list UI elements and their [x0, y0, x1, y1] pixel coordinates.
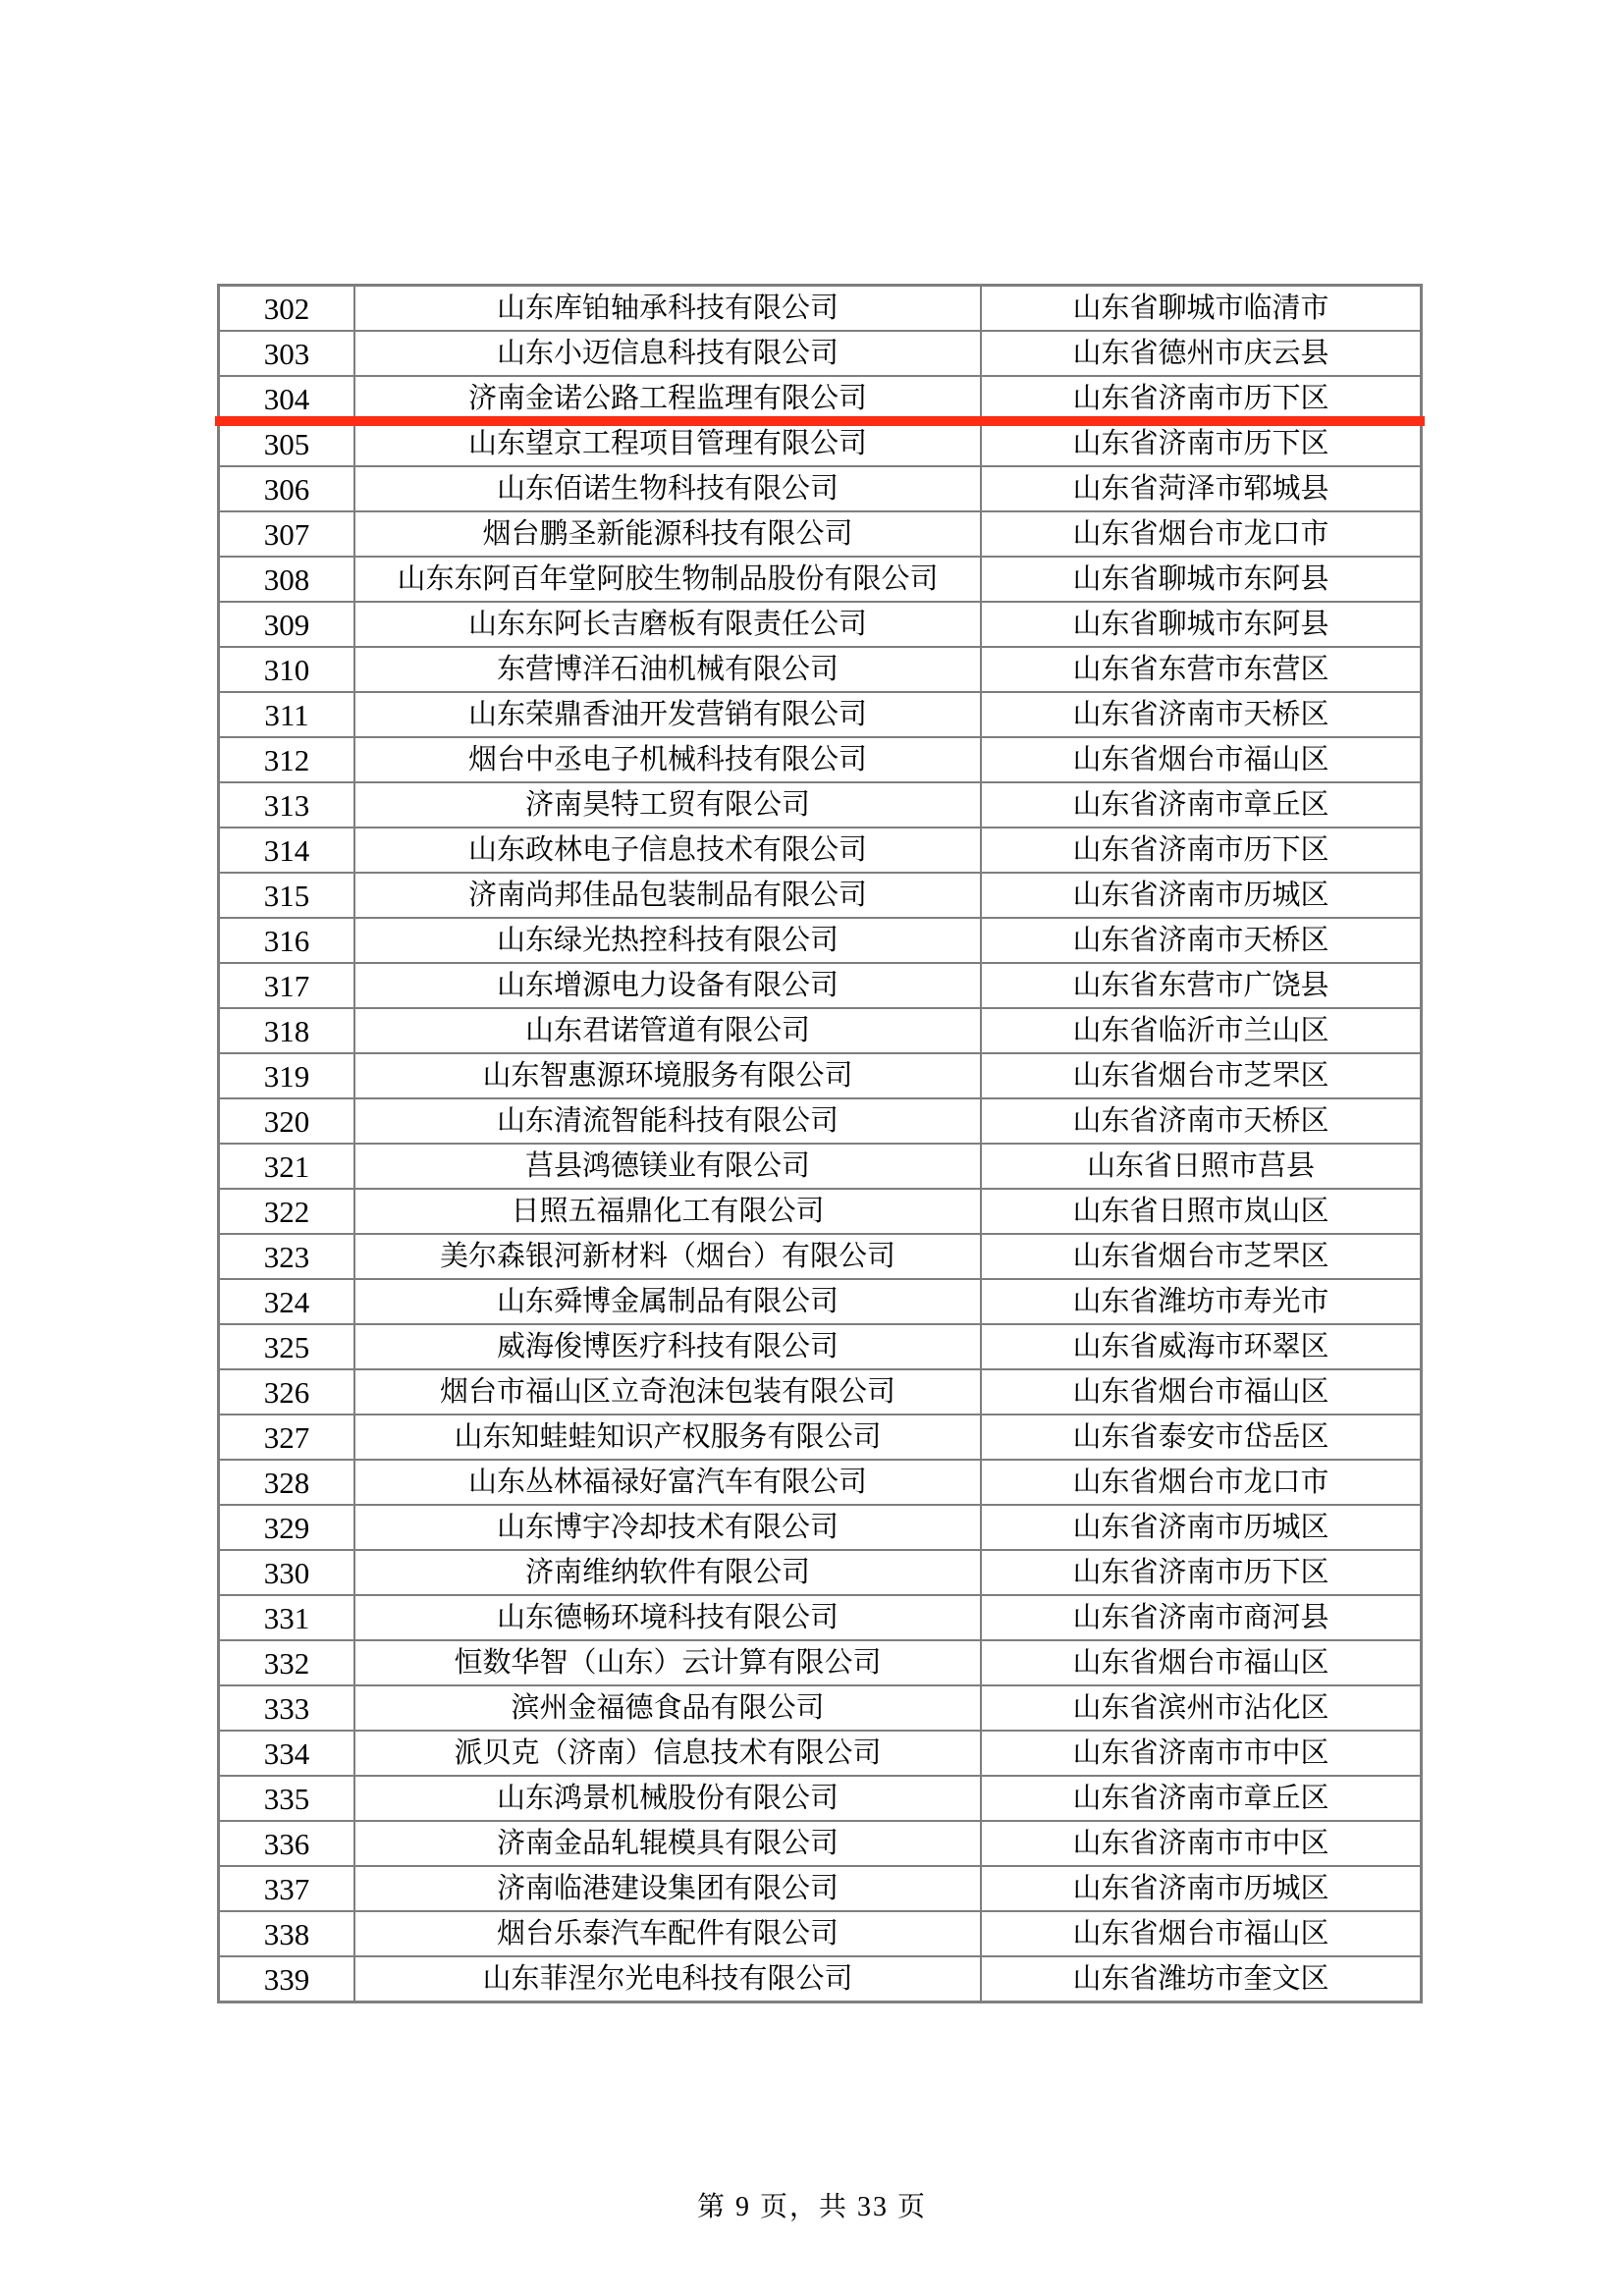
- table-row: [220, 648, 1420, 693]
- location-cell: 山东省济南市历下区: [1072, 833, 1329, 866]
- company-name-cell: 济南昊特工贸有限公司: [355, 783, 982, 827]
- location-cell: 山东省烟台市龙口市: [1072, 517, 1329, 550]
- row-number-cell: 327: [220, 1415, 355, 1459]
- row-number-cell: 310: [220, 648, 355, 691]
- row-number-cell: 338: [220, 1912, 355, 1955]
- row-number-cell: 318: [220, 1009, 355, 1052]
- location-cell: 山东省东营市东营区: [1072, 653, 1329, 685]
- table-row: [220, 874, 1420, 919]
- location-cell: 山东省济南市历下区: [1072, 382, 1329, 414]
- location-cell: 山东省威海市环翠区: [1072, 1330, 1329, 1362]
- table-row: [220, 1551, 1420, 1596]
- location-cell: 山东省菏泽市郓城县: [1072, 472, 1329, 505]
- row-number-cell: 329: [220, 1506, 355, 1549]
- company-name-cell: 山东东阿百年堂阿胶生物制品股份有限公司: [355, 558, 982, 601]
- company-name-cell: 滨州金福德食品有限公司: [355, 1686, 982, 1730]
- row-number-cell: 306: [220, 467, 355, 510]
- table-row: [220, 467, 1420, 512]
- row-number-cell: 333: [220, 1686, 355, 1730]
- company-name-cell: 山东增源电力设备有限公司: [355, 964, 982, 1007]
- location-cell: 山东省滨州市沾化区: [1072, 1691, 1329, 1724]
- row-number-cell: 320: [220, 1099, 355, 1143]
- location-cell: 山东省济南市历城区: [1072, 1511, 1329, 1543]
- row-number-cell: 311: [220, 693, 355, 736]
- table-row: [220, 1280, 1420, 1325]
- table-row: [220, 783, 1420, 828]
- row-number-cell: 307: [220, 512, 355, 556]
- company-name-cell: 东营博洋石油机械有限公司: [355, 648, 982, 691]
- location-cell: 山东省德州市庆云县: [1072, 337, 1329, 369]
- table-row: [220, 693, 1420, 738]
- location-cell: 山东省临沂市兰山区: [1072, 1014, 1329, 1046]
- row-number-cell: 326: [220, 1370, 355, 1414]
- row-number-cell: 321: [220, 1145, 355, 1188]
- location-cell: 山东省济南市历下区: [1072, 427, 1329, 459]
- company-table: [217, 284, 1423, 2003]
- company-name-cell: 山东政林电子信息技术有限公司: [355, 828, 982, 872]
- table-row: [220, 1235, 1420, 1280]
- row-number-cell: 337: [220, 1867, 355, 1910]
- row-number-cell: 312: [220, 738, 355, 781]
- location-cell: 山东省聊城市东阿县: [1072, 562, 1329, 595]
- table-row: [220, 558, 1420, 603]
- row-number-cell: 302: [220, 287, 355, 330]
- table-row: [220, 919, 1420, 964]
- row-number-cell: 313: [220, 783, 355, 827]
- table-row: [220, 828, 1420, 874]
- row-number-cell: 304: [220, 377, 355, 420]
- location-cell: 山东省济南市市中区: [1072, 1736, 1329, 1769]
- company-name-cell: 山东库铂轴承科技有限公司: [355, 287, 982, 330]
- row-number-cell: 325: [220, 1325, 355, 1368]
- page-footer: 第 9 页，共 33 页: [696, 2192, 927, 2222]
- company-name-cell: 山东小迈信息科技有限公司: [355, 332, 982, 375]
- table-row: [220, 1099, 1420, 1145]
- table-row: [220, 1912, 1420, 1957]
- location-cell: 山东省泰安市岱岳区: [1072, 1420, 1329, 1453]
- table-row: [220, 1867, 1420, 1912]
- row-number-cell: 314: [220, 828, 355, 872]
- company-name-cell: 山东菲涅尔光电科技有限公司: [355, 1957, 982, 2001]
- location-cell: 山东省济南市商河县: [1072, 1601, 1329, 1633]
- row-number-cell: 308: [220, 558, 355, 601]
- table-row: [220, 422, 1420, 467]
- table-row: [220, 1415, 1420, 1461]
- row-number-cell: 334: [220, 1732, 355, 1775]
- table-row: [220, 1686, 1420, 1732]
- highlight-underline: [215, 416, 1425, 426]
- company-name-cell: 济南临港建设集团有限公司: [355, 1867, 982, 1910]
- company-name-cell: 派贝克（济南）信息技术有限公司: [355, 1732, 982, 1775]
- location-cell: 山东省烟台市龙口市: [1072, 1466, 1329, 1498]
- company-name-cell: 济南金诺公路工程监理有限公司: [355, 377, 982, 420]
- table-row: [220, 1506, 1420, 1551]
- row-number-cell: 315: [220, 874, 355, 917]
- table-row: [220, 1009, 1420, 1054]
- location-cell: 山东省济南市历城区: [1072, 1872, 1329, 1904]
- company-name-cell: 山东荣鼎香油开发营销有限公司: [355, 693, 982, 736]
- company-name-cell: 山东佰诺生物科技有限公司: [355, 467, 982, 510]
- row-number-cell: 328: [220, 1461, 355, 1504]
- table-row: [220, 1596, 1420, 1641]
- location-cell: 山东省烟台市芝罘区: [1072, 1059, 1329, 1092]
- table-row: [220, 1145, 1420, 1190]
- location-cell: 山东省烟台市福山区: [1072, 1917, 1329, 1949]
- location-cell: 山东省烟台市福山区: [1072, 743, 1329, 775]
- row-number-cell: 319: [220, 1054, 355, 1097]
- company-name-cell: 山东君诺管道有限公司: [355, 1009, 982, 1052]
- location-cell: 山东省济南市天桥区: [1072, 698, 1329, 730]
- table-row: [220, 332, 1420, 377]
- company-name-cell: 日照五福鼎化工有限公司: [355, 1190, 982, 1233]
- company-name-cell: 威海俊博医疗科技有限公司: [355, 1325, 982, 1368]
- company-name-cell: 山东清流智能科技有限公司: [355, 1099, 982, 1143]
- company-name-cell: 山东舜博金属制品有限公司: [355, 1280, 982, 1323]
- location-cell: 山东省潍坊市寿光市: [1072, 1285, 1329, 1317]
- row-number-cell: 317: [220, 964, 355, 1007]
- row-number-cell: 322: [220, 1190, 355, 1233]
- company-name-cell: 烟台中丞电子机械科技有限公司: [355, 738, 982, 781]
- company-name-cell: 山东博宇冷却技术有限公司: [355, 1506, 982, 1549]
- company-name-cell: 烟台鹏圣新能源科技有限公司: [355, 512, 982, 556]
- row-number-cell: 316: [220, 919, 355, 962]
- location-cell: 山东省济南市章丘区: [1072, 788, 1329, 821]
- location-cell: 山东省烟台市福山区: [1072, 1646, 1329, 1679]
- row-number-cell: 336: [220, 1822, 355, 1865]
- company-name-cell: 济南维纳软件有限公司: [355, 1551, 982, 1594]
- location-cell: 山东省聊城市临清市: [1072, 292, 1329, 324]
- location-cell: 山东省济南市天桥区: [1072, 924, 1329, 956]
- table-row: [220, 377, 1420, 422]
- table-row: [220, 287, 1420, 332]
- table-row: [220, 738, 1420, 783]
- location-cell: 山东省烟台市福山区: [1072, 1375, 1329, 1408]
- row-number-cell: 332: [220, 1641, 355, 1684]
- company-name-cell: 烟台市福山区立奇泡沫包装有限公司: [355, 1370, 982, 1414]
- company-name-cell: 恒数华智（山东）云计算有限公司: [355, 1641, 982, 1684]
- location-cell: 山东省济南市章丘区: [1072, 1782, 1329, 1814]
- table-row: [220, 1957, 1420, 2001]
- table-row: [220, 1732, 1420, 1777]
- company-name-cell: 美尔森银河新材料（烟台）有限公司: [355, 1235, 982, 1278]
- location-cell: 山东省济南市市中区: [1072, 1827, 1329, 1859]
- table-row: [220, 964, 1420, 1009]
- company-name-cell: 烟台乐泰汽车配件有限公司: [355, 1912, 982, 1955]
- table-row: [220, 1370, 1420, 1415]
- row-number-cell: 323: [220, 1235, 355, 1278]
- location-cell: 山东省日照市岚山区: [1072, 1195, 1329, 1227]
- row-number-cell: 324: [220, 1280, 355, 1323]
- table-row: [220, 512, 1420, 558]
- table-row: [220, 1325, 1420, 1370]
- row-number-cell: 305: [220, 422, 355, 465]
- table-row: [220, 1054, 1420, 1099]
- table-row: [220, 1777, 1420, 1822]
- row-number-cell: 335: [220, 1777, 355, 1820]
- row-number-cell: 331: [220, 1596, 355, 1639]
- company-name-cell: 济南尚邦佳品包装制品有限公司: [355, 874, 982, 917]
- row-number-cell: 309: [220, 603, 355, 646]
- company-name-cell: 山东望京工程项目管理有限公司: [355, 422, 982, 465]
- company-name-cell: 山东知蛙蛙知识产权服务有限公司: [355, 1415, 982, 1459]
- location-cell: 山东省济南市天桥区: [1072, 1104, 1329, 1137]
- location-cell: 山东省聊城市东阿县: [1072, 608, 1329, 640]
- table-row: [220, 1641, 1420, 1686]
- location-cell: 山东省日照市莒县: [1086, 1149, 1315, 1182]
- company-name-cell: 济南金品轧辊模具有限公司: [355, 1822, 982, 1865]
- company-name-cell: 山东丛林福禄好富汽车有限公司: [355, 1461, 982, 1504]
- location-cell: 山东省济南市历下区: [1072, 1556, 1329, 1588]
- row-number-cell: 330: [220, 1551, 355, 1594]
- company-name-cell: 山东绿光热控科技有限公司: [355, 919, 982, 962]
- location-cell: 山东省东营市广饶县: [1072, 969, 1329, 1001]
- company-name-cell: 山东鸿景机械股份有限公司: [355, 1777, 982, 1820]
- location-cell: 山东省济南市历城区: [1072, 879, 1329, 911]
- location-cell: 山东省潍坊市奎文区: [1072, 1962, 1329, 1995]
- company-name-cell: 山东智惠源环境服务有限公司: [355, 1054, 982, 1097]
- company-name-cell: 莒县鸿德镁业有限公司: [355, 1145, 982, 1188]
- table-row: [220, 603, 1420, 648]
- table-row: [220, 1190, 1420, 1235]
- company-name-cell: 山东德畅环境科技有限公司: [355, 1596, 982, 1639]
- row-number-cell: 303: [220, 332, 355, 375]
- row-number-cell: 339: [220, 1957, 355, 2001]
- company-name-cell: 山东东阿长吉磨板有限责任公司: [355, 603, 982, 646]
- location-cell: 山东省烟台市芝罘区: [1072, 1240, 1329, 1272]
- table-row: [220, 1461, 1420, 1506]
- table-row: [220, 1822, 1420, 1867]
